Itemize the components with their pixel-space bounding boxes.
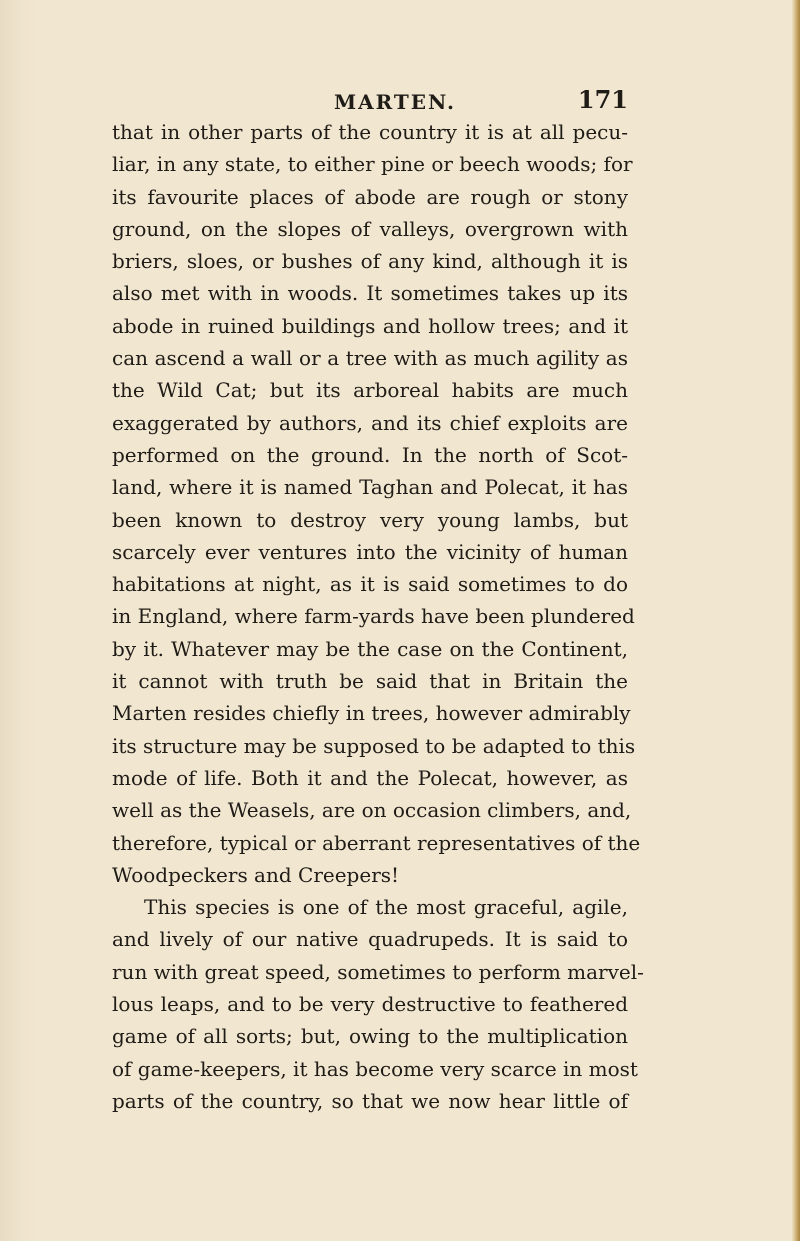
text-line: abode in ruined buildings and hollow trees; and it <box>112 313 628 338</box>
text-line: by it. Whatever may be the case on the Continent, <box>112 636 628 661</box>
text-line: briers, sloes, or bushes of any kind, although it is <box>112 249 628 274</box>
paragraph <box>112 891 644 1117</box>
text-line: its favourite places of abode are rough or stony <box>112 184 628 209</box>
text-line: ground, on the slopes of valleys, overgrown with <box>112 216 628 241</box>
text-line: that in other parts of the country it is at all pecu- <box>112 120 628 144</box>
text-line: performed on the ground. In the north of Scot- <box>112 442 628 467</box>
text-line: its structure may be supposed to be adapted to this <box>112 733 636 758</box>
text-line: scarcely ever ventures into the vicinity of human <box>112 539 628 564</box>
text-line: can ascend a wall or a tree with as much agility as <box>112 346 628 371</box>
text-line: therefore, typical or aberrant representatives of the <box>112 830 641 855</box>
text-line: and lively of our native quadrupeds. It is said to <box>112 927 628 952</box>
text-line: the Wild Cat; but its arboreal habits are much <box>112 378 628 403</box>
page-edge <box>792 0 800 1241</box>
text-line: been known to destroy very young lambs, but <box>112 507 628 532</box>
text-line: This species is one of the most graceful, agile, <box>144 895 628 920</box>
text-line: liar, in any state, to either pine or beech woods; for <box>112 152 633 177</box>
text-line: it cannot with truth be said that in Britain the <box>112 669 628 694</box>
page-gutter-shadow <box>0 0 40 1241</box>
text-line: in England, where farm-yards have been plundered <box>112 604 635 629</box>
text-line: of game-keepers, it has become very scarce in most <box>112 1056 638 1081</box>
text-line: also met with in woods. It sometimes takes up its <box>112 281 628 306</box>
text-line: run with great speed, sometimes to perform marvel- <box>112 959 644 984</box>
text-line: lous leaps, and to be very destructive to feathered <box>112 992 628 1017</box>
page-header <box>112 78 628 118</box>
text-line: Marten resides chiefly in trees, however admirably <box>112 701 631 726</box>
page-number: 171 <box>577 85 628 114</box>
text-line: habitations at night, as it is said sometimes to do <box>112 572 628 597</box>
text-line: exaggerated by authors, and its chief exploits are <box>112 410 628 435</box>
text-line: Woodpeckers and Creepers! <box>112 862 400 887</box>
text-line: parts of the country, so that we now hear little of <box>112 1088 628 1113</box>
body-text <box>112 116 644 1117</box>
text-line: mode of life. Both it and the Polecat, however, as <box>112 765 628 790</box>
paragraph <box>112 116 641 891</box>
running-head: MARTEN. <box>334 90 457 114</box>
text-line: land, where it is named Taghan and Polecat, it has <box>112 475 628 500</box>
text-line: game of all sorts; but, owing to the multiplication <box>112 1024 628 1049</box>
text-line: well as the Weasels, are on occasion climbers, and, <box>112 798 632 823</box>
